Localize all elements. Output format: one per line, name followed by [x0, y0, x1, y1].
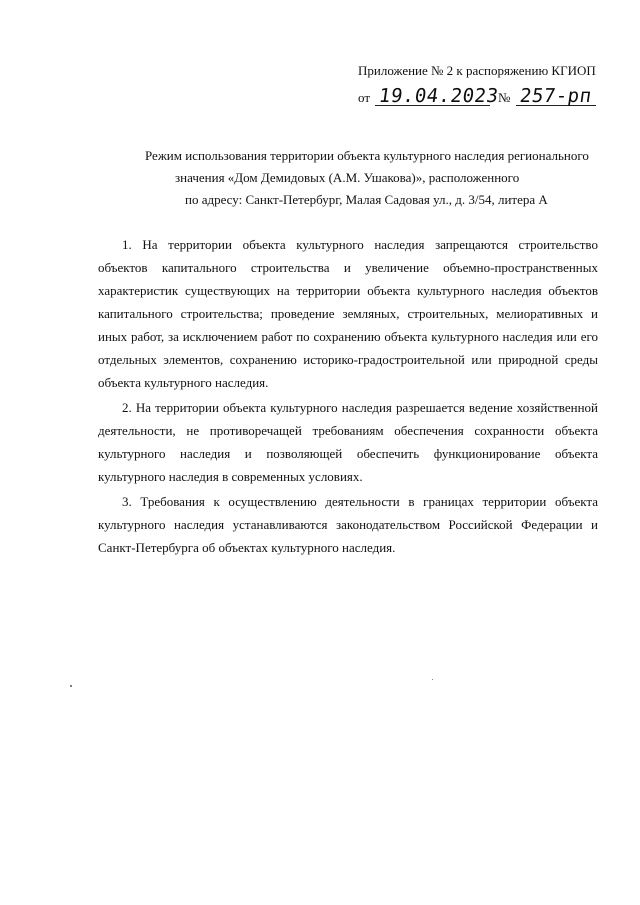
annex-label: Приложение № 2 к распоряжению КГИОП: [358, 63, 596, 78]
title-line-2: значения «Дом Демидовых (А.М. Ушакова)», расположенного: [175, 170, 520, 185]
number-label: №: [498, 90, 511, 105]
scan-speck: [70, 685, 72, 687]
order-reference: [358, 86, 598, 110]
paragraph-1: 1. На территории объекта культурного наследия запрещаются строительство объектов капитального строительства и увеличение объемно-пространственных характеристик существующих на территории объекта культурного наследия объектов капитального строительства; проведение земляных, строительных, мелиоративных и иных работ, за исключением работ по сохранению объекта культурного наследия или его отдельных элементов, сохранению историко-градостроительной или природной среды объекта культурного наследия.: [98, 237, 598, 390]
date-label: от: [358, 90, 371, 105]
document-body: [98, 233, 598, 561]
paragraph-3: 3. Требования к осуществлению деятельности в границах территории объекта культурного наследия устанавливаются законодательством Российской Федерации и Санкт-Петербурга об объектах культурного наследия.: [98, 494, 598, 555]
title-line-1: Режим использования территории объекта культурного наследия регионального: [145, 148, 589, 163]
paragraph-2: 2. На территории объекта культурного наследия разрешается ведение хозяйственной деятельности, не противоречащей требованиям обеспечения сохранности объекта культурного наследия и позволяющей обеспечить функционирование объекта культурного наследия в современных условиях.: [98, 400, 598, 484]
order-number-handwritten: 257-рп: [518, 85, 594, 107]
title-line-3: по адресу: Санкт-Петербург, Малая Садовая ул., д. 3/54, литера А: [185, 192, 548, 207]
order-date-handwritten: 19.04.2023: [377, 85, 500, 107]
scan-speck: [432, 679, 433, 680]
